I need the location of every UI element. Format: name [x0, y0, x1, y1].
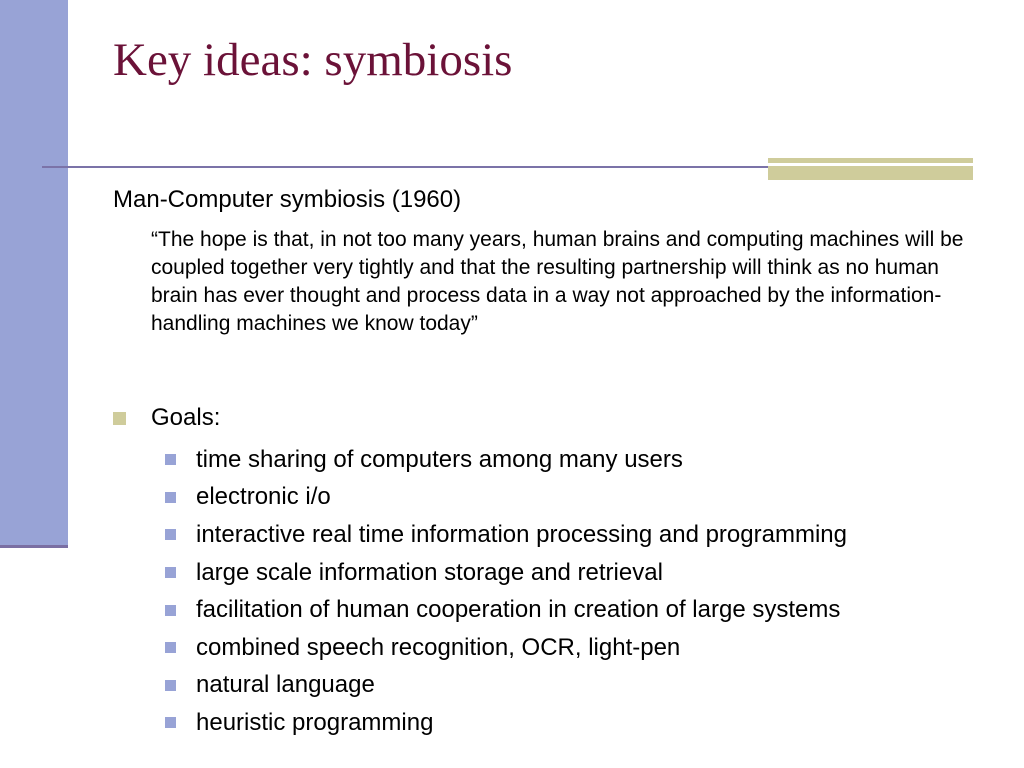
goal-text: heuristic programming — [196, 708, 434, 736]
quote-text: “The hope is that, in not too many years, human brains and computing machines will be coupled together very tightly and that the resulting partnership will think as no human brain has ever thought and process data in a way not approached by the information-handling machines we know today” — [151, 228, 964, 335]
subheading: Man-Computer symbiosis (1960) — [113, 186, 462, 213]
square-bullet-icon — [165, 567, 176, 578]
goals-section — [113, 403, 220, 433]
divider-accent — [768, 158, 973, 180]
goal-text: interactive real time information processing and programming — [196, 520, 847, 548]
square-bullet-icon — [165, 529, 176, 540]
goal-text: electronic i/o — [196, 483, 331, 511]
square-bullet-icon — [165, 454, 176, 465]
list-item — [165, 667, 847, 705]
left-accent-bar — [0, 0, 68, 545]
goal-text: natural language — [196, 671, 375, 699]
list-item — [165, 479, 847, 517]
list-item — [165, 591, 847, 629]
goals-label: Goals: — [151, 404, 221, 431]
square-bullet-icon — [113, 412, 126, 425]
goal-text: large scale information storage and retrieval — [196, 558, 663, 586]
list-item — [165, 441, 847, 479]
left-accent-bar-edge — [0, 545, 68, 548]
square-bullet-icon — [165, 717, 176, 728]
goals-heading — [113, 403, 220, 433]
list-item — [165, 704, 847, 742]
goals-list — [165, 441, 847, 742]
slide-title: Key ideas: symbiosis — [113, 34, 513, 86]
square-bullet-icon — [165, 492, 176, 503]
goal-text: facilitation of human cooperation in creation of large systems — [196, 596, 841, 624]
square-bullet-icon — [165, 605, 176, 616]
goal-text: time sharing of computers among many users — [196, 445, 683, 473]
list-item — [165, 629, 847, 667]
square-bullet-icon — [165, 642, 176, 653]
square-bullet-icon — [165, 680, 176, 691]
title-divider — [42, 166, 772, 168]
goal-text: combined speech recognition, OCR, light-pen — [196, 633, 681, 661]
list-item — [165, 516, 847, 554]
list-item — [165, 554, 847, 592]
